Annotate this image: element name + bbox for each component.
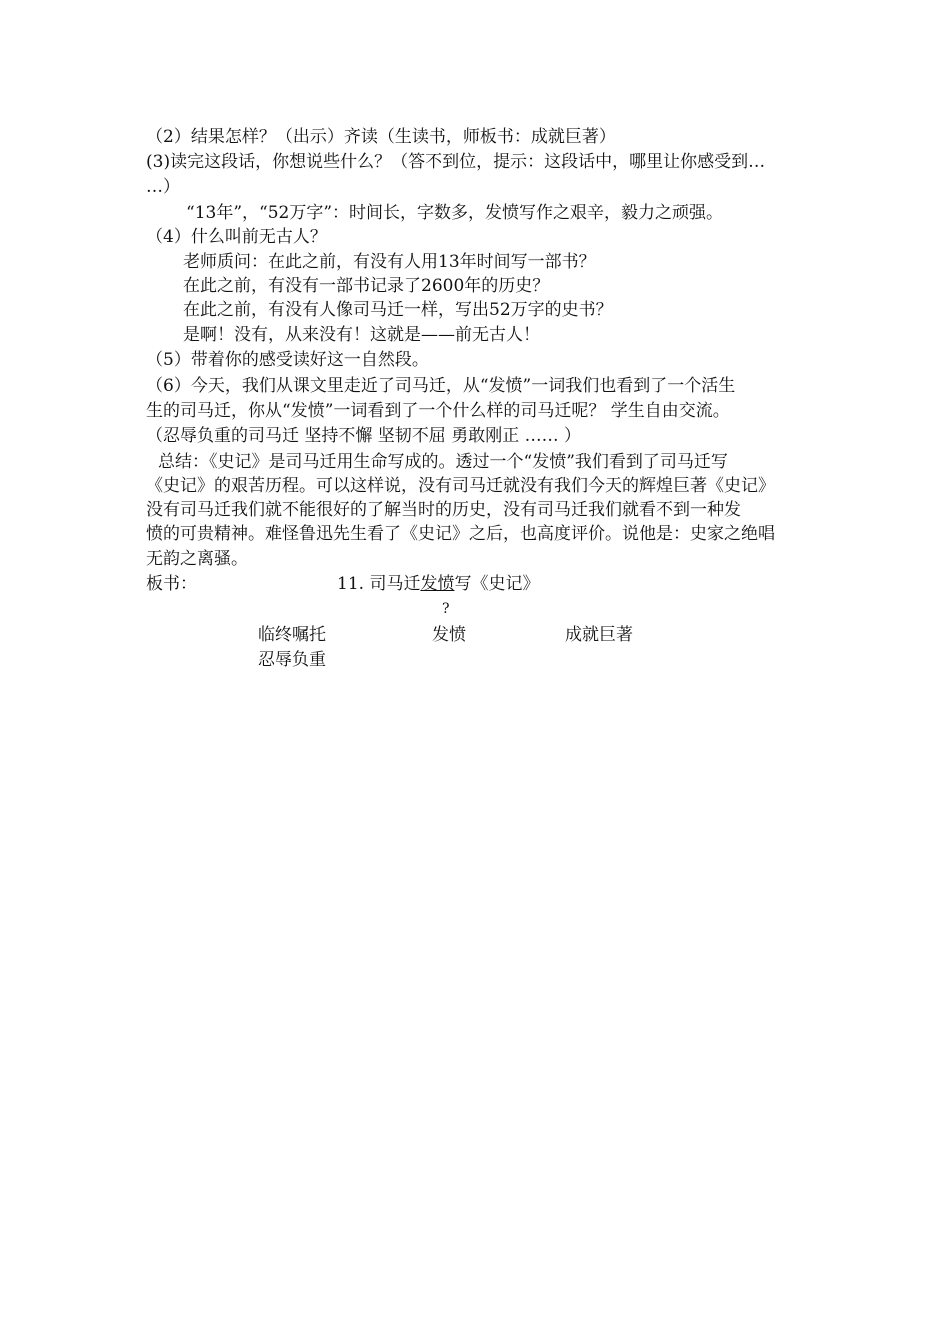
summary-line-3: 没有司马迁我们就不能很好的了解当时的历史，没有司马迁我们就看不到一种发 bbox=[146, 500, 741, 520]
teacher-question-2: 在此之前，有没有一部书记录了2600年的历史？ bbox=[183, 276, 550, 296]
teacher-conclusion: 是啊！没有，从来没有！这就是——前无古人！ bbox=[183, 325, 540, 345]
paragraph-step-6-cont: 生的司马迁，你从“发愤”一词看到了一个什么样的司马迁呢？ 学生自由交流。 bbox=[146, 401, 730, 421]
board-title-number: 11. bbox=[337, 574, 365, 594]
paragraph-step-3-cont: …） bbox=[146, 177, 180, 197]
board-right-item: 成就巨著 bbox=[565, 625, 633, 645]
board-label: 板书： bbox=[146, 574, 197, 594]
teacher-question-3: 在此之前，有没有人像司马迁一样，写出52万字的史书？ bbox=[183, 300, 613, 320]
paragraph-step-6: （6）今天，我们从课文里走近了司马迁，从“发愤”一词我们也看到了一个活生 bbox=[146, 376, 736, 396]
board-left-item: 临终嘱托 bbox=[258, 625, 326, 645]
student-answers: （忍辱负重的司马迁 坚持不懈 坚韧不屈 勇敢刚正 …… ） bbox=[146, 426, 582, 446]
board-title bbox=[337, 572, 539, 596]
paragraph-step-2: （2）结果怎样？（出示）齐读（生读书，师板书：成就巨著） bbox=[146, 127, 616, 147]
summary-line-5: 无韵之离骚。 bbox=[146, 549, 248, 569]
summary-line-1: 总结：《史记》是司马迁用生命写成的。透过一个“发愤”我们看到了司马迁写 bbox=[158, 452, 728, 472]
teacher-question-1: 老师质问：在此之前，有没有人用13年时间写一部书？ bbox=[183, 252, 596, 272]
answer-line: “13年”，“52万字”：时间长，字数多，发愤写作之艰辛，毅力之顽强。 bbox=[186, 203, 724, 223]
paragraph-step-5: （5）带着你的感受读好这一自然段。 bbox=[146, 350, 429, 370]
board-title-suffix: 写《史记》 bbox=[454, 574, 540, 594]
paragraph-step-4: （4）什么叫前无古人？ bbox=[146, 227, 327, 247]
summary-line-2: 《史记》的艰苦历程。可以这样说，没有司马迁就没有我们今天的辉煌巨著《史记》 bbox=[146, 476, 775, 496]
board-title-prefix: 司马迁 bbox=[369, 574, 421, 594]
summary-line-4: 愤的可贵精神。难怪鲁迅先生看了《史记》之后，也高度评价。说他是：史家之绝唱 bbox=[146, 524, 775, 544]
board-question-mark: ? bbox=[442, 601, 450, 617]
board-title-keyword: 发愤 bbox=[420, 574, 455, 594]
board-left-item-2: 忍辱负重 bbox=[258, 650, 326, 670]
board-center-item: 发愤 bbox=[432, 625, 466, 645]
paragraph-step-3: (3)读完这段话，你想说些什么？（答不到位，提示：这段话中，哪里让你感受到… bbox=[146, 152, 766, 172]
